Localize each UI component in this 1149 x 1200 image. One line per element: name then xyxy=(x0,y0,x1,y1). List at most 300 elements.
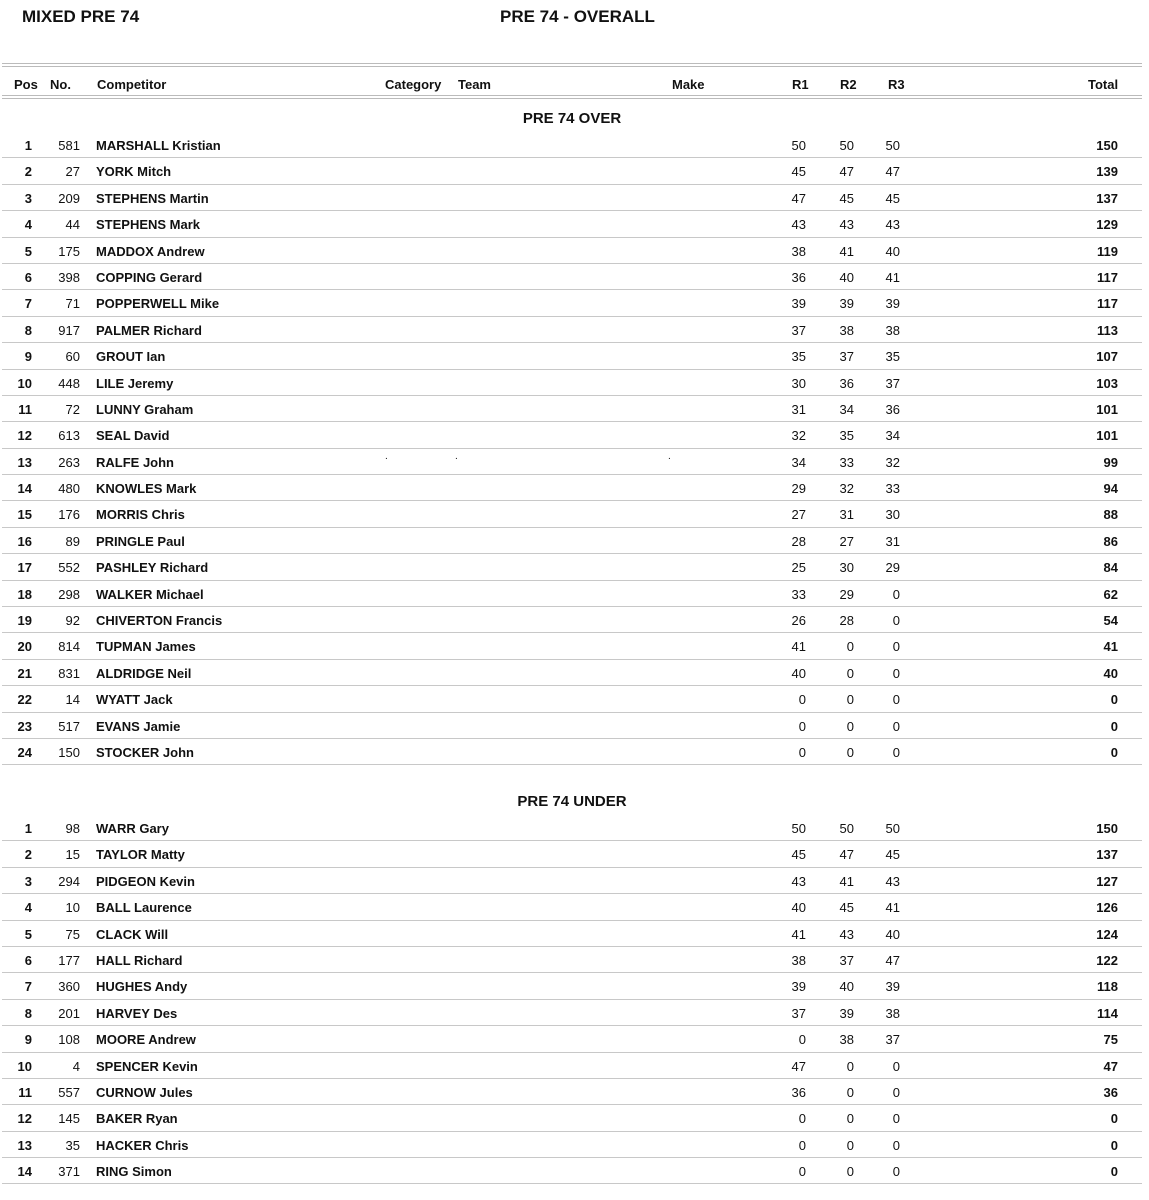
round1-points-cell: 28 xyxy=(791,533,806,549)
position-cell: 12 xyxy=(17,1111,32,1127)
position-cell: 5 xyxy=(24,926,32,942)
competitor-name-cell: COPPING Gerard xyxy=(96,269,203,285)
col-r3-header: R3 xyxy=(888,77,905,92)
table-row xyxy=(2,132,1142,158)
competitor-name-cell: CHIVERTON Francis xyxy=(96,613,223,629)
rider-number-cell: 75 xyxy=(65,926,80,942)
round2-points-cell: 47 xyxy=(839,164,854,180)
rider-number-cell: 517 xyxy=(58,718,80,734)
round3-points-cell: 40 xyxy=(885,926,900,942)
round2-points-cell: 29 xyxy=(839,586,854,602)
round1-points-cell: 0 xyxy=(798,1032,806,1048)
competitor-name-cell: GROUT Ian xyxy=(96,349,166,365)
position-cell: 14 xyxy=(17,481,32,497)
competitor-name-cell: LILE Jeremy xyxy=(96,375,174,391)
round1-points-cell: 39 xyxy=(791,979,806,995)
round2-points-cell: 38 xyxy=(839,322,854,338)
round3-points-cell: 38 xyxy=(885,1005,900,1021)
position-cell: 13 xyxy=(17,1137,32,1153)
round3-points-cell: 0 xyxy=(892,613,900,629)
table-row xyxy=(2,211,1142,237)
position-cell: 14 xyxy=(17,1164,32,1180)
table-row xyxy=(2,739,1142,765)
total-points-cell: 36 xyxy=(1103,1084,1118,1100)
total-points-cell: 119 xyxy=(1097,243,1118,259)
total-points-cell: 0 xyxy=(1110,1137,1118,1153)
competitor-name-cell: HALL Richard xyxy=(96,952,183,968)
round2-points-cell: 0 xyxy=(846,1111,854,1127)
position-cell: 13 xyxy=(17,454,32,470)
position-cell: 8 xyxy=(24,322,32,338)
page-title: PRE 74 - OVERALL xyxy=(500,7,655,26)
round2-points-cell: 45 xyxy=(839,900,854,916)
round3-points-cell: 0 xyxy=(892,665,900,681)
table-row xyxy=(2,449,1142,475)
competitor-name-cell: MARSHALL Kristian xyxy=(96,138,221,153)
position-cell: 3 xyxy=(24,873,32,889)
position-cell: 19 xyxy=(17,613,32,629)
total-points-cell: 0 xyxy=(1110,692,1118,708)
position-cell: 9 xyxy=(24,1032,32,1048)
rider-number-cell: 613 xyxy=(58,428,80,444)
section-title: PRE 74 OVER xyxy=(522,110,622,127)
column-header-row xyxy=(2,67,1142,95)
total-points-cell: 47 xyxy=(1103,1058,1118,1074)
competitor-name-cell: CURNOW Jules xyxy=(96,1084,193,1100)
total-points-cell: 88 xyxy=(1103,507,1118,523)
round1-points-cell: 40 xyxy=(791,900,806,916)
round3-points-cell: 50 xyxy=(885,138,900,153)
total-points-cell: 129 xyxy=(1096,217,1118,233)
rider-number-cell: 14 xyxy=(65,692,80,708)
col-no-header: No. xyxy=(50,77,71,92)
round1-points-cell: 0 xyxy=(798,1137,806,1153)
rider-number-cell: 201 xyxy=(58,1005,80,1021)
section-title: PRE 74 UNDER xyxy=(517,793,627,810)
competitor-name-cell: PASHLEY Richard xyxy=(96,560,209,576)
table-row xyxy=(2,554,1142,580)
round3-points-cell: 0 xyxy=(892,718,900,734)
round1-points-cell: 38 xyxy=(791,952,806,968)
round3-points-cell: 30 xyxy=(885,507,900,523)
col-make-header: Make xyxy=(672,77,705,92)
round3-points-cell: 41 xyxy=(885,900,900,916)
competitor-name-cell: STEPHENS Mark xyxy=(96,217,201,233)
team-cell: . xyxy=(455,450,458,462)
round3-points-cell: 45 xyxy=(885,847,900,863)
table-row xyxy=(2,370,1142,396)
total-points-cell: 114 xyxy=(1097,1005,1118,1021)
total-points-cell: 118 xyxy=(1097,979,1118,995)
rider-number-cell: 557 xyxy=(58,1084,80,1100)
position-cell: 6 xyxy=(24,269,32,285)
table-row xyxy=(2,1079,1142,1105)
round1-points-cell: 34 xyxy=(791,454,806,470)
round1-points-cell: 0 xyxy=(798,744,806,760)
round3-points-cell: 32 xyxy=(885,454,900,470)
competitor-name-cell: POPPERWELL Mike xyxy=(96,296,220,312)
round1-points-cell: 25 xyxy=(791,560,806,576)
round1-points-cell: 39 xyxy=(791,296,806,312)
round1-points-cell: 36 xyxy=(791,1084,806,1100)
total-points-cell: 137 xyxy=(1096,847,1118,863)
position-cell: 10 xyxy=(17,375,32,391)
round2-points-cell: 50 xyxy=(839,821,854,836)
round3-points-cell: 41 xyxy=(885,269,900,285)
round1-points-cell: 0 xyxy=(798,1111,806,1127)
col-r2-header: R2 xyxy=(840,77,857,92)
competitor-name-cell: WALKER Michael xyxy=(96,586,204,602)
rider-number-cell: 448 xyxy=(58,375,80,391)
competitor-name-cell: MADDOX Andrew xyxy=(96,243,205,259)
round1-points-cell: 37 xyxy=(791,1005,806,1021)
rider-number-cell: 27 xyxy=(65,164,80,180)
total-points-cell: 107 xyxy=(1096,349,1118,365)
rider-number-cell: 71 xyxy=(65,296,80,312)
table-row xyxy=(2,660,1142,686)
round3-points-cell: 0 xyxy=(892,1058,900,1074)
rider-number-cell: 398 xyxy=(58,269,80,285)
total-points-cell: 0 xyxy=(1110,718,1118,734)
table-row xyxy=(2,501,1142,527)
round3-points-cell: 0 xyxy=(892,1164,900,1180)
total-points-cell: 0 xyxy=(1110,744,1118,760)
round1-points-cell: 50 xyxy=(791,138,806,153)
round3-points-cell: 36 xyxy=(885,401,900,417)
total-points-cell: 86 xyxy=(1103,533,1118,549)
rider-number-cell: 108 xyxy=(58,1032,80,1048)
competitor-name-cell: RING Simon xyxy=(96,1164,172,1180)
rider-number-cell: 360 xyxy=(58,979,80,995)
rider-number-cell: 35 xyxy=(65,1137,80,1153)
total-points-cell: 122 xyxy=(1096,952,1118,968)
round3-points-cell: 0 xyxy=(892,1137,900,1153)
position-cell: 24 xyxy=(17,744,32,760)
round3-points-cell: 0 xyxy=(892,586,900,602)
competitor-name-cell: PRINGLE Paul xyxy=(96,533,185,549)
round3-points-cell: 35 xyxy=(885,349,900,365)
round3-points-cell: 43 xyxy=(885,217,900,233)
round1-points-cell: 30 xyxy=(791,375,806,391)
table-row xyxy=(2,815,1142,841)
position-cell: 3 xyxy=(24,190,32,206)
round1-points-cell: 27 xyxy=(791,507,806,523)
competitor-name-cell: RALFE John xyxy=(96,454,174,470)
position-cell: 7 xyxy=(24,296,32,312)
round1-points-cell: 45 xyxy=(791,847,806,863)
rider-number-cell: 150 xyxy=(58,744,80,760)
section-pre74-over xyxy=(2,106,1142,765)
competitor-name-cell: CLACK Will xyxy=(96,926,169,942)
round2-points-cell: 37 xyxy=(839,349,854,365)
col-category-header: Category xyxy=(385,77,442,92)
rider-number-cell: 263 xyxy=(58,454,80,470)
round2-points-cell: 41 xyxy=(839,873,854,889)
round3-points-cell: 0 xyxy=(892,744,900,760)
total-points-cell: 75 xyxy=(1103,1032,1118,1048)
table-row xyxy=(2,1158,1142,1184)
round1-points-cell: 43 xyxy=(791,217,806,233)
rider-number-cell: 294 xyxy=(58,873,80,889)
rider-number-cell: 917 xyxy=(58,322,80,338)
table-row xyxy=(2,633,1142,659)
total-points-cell: 117 xyxy=(1097,269,1118,285)
round2-points-cell: 0 xyxy=(846,639,854,655)
total-points-cell: 137 xyxy=(1096,190,1118,206)
make-cell: . xyxy=(668,450,671,462)
round3-points-cell: 37 xyxy=(885,375,900,391)
table-row xyxy=(2,185,1142,211)
round1-points-cell: 40 xyxy=(791,665,806,681)
table-row xyxy=(2,868,1142,894)
rider-number-cell: 89 xyxy=(65,533,80,549)
rider-number-cell: 831 xyxy=(58,665,80,681)
round1-points-cell: 47 xyxy=(791,1058,806,1074)
header-bottom-divider xyxy=(2,95,1142,99)
round2-points-cell: 40 xyxy=(839,269,854,285)
round3-points-cell: 29 xyxy=(885,560,900,576)
total-points-cell: 40 xyxy=(1103,665,1118,681)
rider-number-cell: 480 xyxy=(58,481,80,497)
col-competitor-header: Competitor xyxy=(97,77,167,92)
rider-number-cell: 581 xyxy=(58,138,80,153)
position-cell: 6 xyxy=(24,952,32,968)
section-pre74-under xyxy=(2,789,1142,1184)
round2-points-cell: 30 xyxy=(839,560,854,576)
round2-points-cell: 28 xyxy=(839,613,854,629)
round1-points-cell: 36 xyxy=(791,269,806,285)
total-points-cell: 41 xyxy=(1103,639,1118,655)
round2-points-cell: 40 xyxy=(839,979,854,995)
table-row xyxy=(2,343,1142,369)
position-cell: 9 xyxy=(24,349,32,365)
competitor-name-cell: BALL Laurence xyxy=(96,900,192,916)
round1-points-cell: 38 xyxy=(791,243,806,259)
round1-points-cell: 35 xyxy=(791,349,806,365)
total-points-cell: 113 xyxy=(1097,322,1118,338)
competitor-name-cell: SPENCER Kevin xyxy=(96,1058,198,1074)
round1-points-cell: 0 xyxy=(798,692,806,708)
round2-points-cell: 0 xyxy=(846,1058,854,1074)
rider-number-cell: 44 xyxy=(65,217,80,233)
total-points-cell: 101 xyxy=(1096,428,1118,444)
position-cell: 2 xyxy=(24,847,32,863)
competitor-name-cell: STOCKER John xyxy=(96,744,194,760)
round1-points-cell: 45 xyxy=(791,164,806,180)
round1-points-cell: 50 xyxy=(791,821,806,836)
series-title: MIXED PRE 74 xyxy=(22,7,140,26)
total-points-cell: 103 xyxy=(1096,375,1118,391)
competitor-name-cell: EVANS Jamie xyxy=(96,718,181,734)
col-total-header: Total xyxy=(1088,77,1119,92)
position-cell: 22 xyxy=(17,692,32,708)
category-cell: . xyxy=(385,450,388,462)
rider-number-cell: 15 xyxy=(65,847,80,863)
round2-points-cell: 0 xyxy=(846,1137,854,1153)
round1-points-cell: 41 xyxy=(791,639,806,655)
table-row xyxy=(2,290,1142,316)
round3-points-cell: 0 xyxy=(892,1084,900,1100)
table-row xyxy=(2,317,1142,343)
round1-points-cell: 33 xyxy=(791,586,806,602)
total-points-cell: 101 xyxy=(1096,401,1118,417)
table-row xyxy=(2,1000,1142,1026)
round1-points-cell: 0 xyxy=(798,718,806,734)
table-row xyxy=(2,581,1142,607)
competitor-name-cell: KNOWLES Mark xyxy=(96,481,197,497)
competitor-name-cell: SEAL David xyxy=(96,428,170,444)
round3-points-cell: 40 xyxy=(885,243,900,259)
competitor-name-cell: TUPMAN James xyxy=(96,639,196,655)
table-row xyxy=(2,947,1142,973)
round2-points-cell: 0 xyxy=(846,692,854,708)
total-points-cell: 84 xyxy=(1103,560,1118,576)
competitor-name-cell: LUNNY Graham xyxy=(96,401,194,417)
position-cell: 21 xyxy=(17,665,32,681)
round3-points-cell: 37 xyxy=(885,1032,900,1048)
position-cell: 16 xyxy=(17,533,32,549)
position-cell: 10 xyxy=(17,1058,32,1074)
round3-points-cell: 31 xyxy=(885,533,900,549)
rider-number-cell: 145 xyxy=(58,1111,80,1127)
total-points-cell: 124 xyxy=(1096,926,1118,942)
round3-points-cell: 0 xyxy=(892,1111,900,1127)
round3-points-cell: 38 xyxy=(885,322,900,338)
total-points-cell: 127 xyxy=(1096,873,1118,889)
table-row xyxy=(2,1053,1142,1079)
total-points-cell: 0 xyxy=(1110,1164,1118,1180)
table-row xyxy=(2,158,1142,184)
round2-points-cell: 43 xyxy=(839,926,854,942)
rider-number-cell: 175 xyxy=(58,243,80,259)
round2-points-cell: 33 xyxy=(839,454,854,470)
round2-points-cell: 0 xyxy=(846,1084,854,1100)
position-cell: 2 xyxy=(24,164,32,180)
competitor-name-cell: TAYLOR Matty xyxy=(96,847,185,863)
round2-points-cell: 0 xyxy=(846,1164,854,1180)
total-points-cell: 54 xyxy=(1103,613,1118,629)
round3-points-cell: 50 xyxy=(885,821,900,836)
position-cell: 20 xyxy=(17,639,32,655)
total-points-cell: 126 xyxy=(1096,900,1118,916)
competitor-name-cell: HACKER Chris xyxy=(96,1137,189,1153)
table-row xyxy=(2,238,1142,264)
total-points-cell: 94 xyxy=(1103,481,1118,497)
round2-points-cell: 39 xyxy=(839,1005,854,1021)
round3-points-cell: 39 xyxy=(885,296,900,312)
round2-points-cell: 0 xyxy=(846,665,854,681)
competitor-name-cell: PALMER Richard xyxy=(96,322,202,338)
total-points-cell: 150 xyxy=(1096,138,1118,153)
round3-points-cell: 39 xyxy=(885,979,900,995)
rider-number-cell: 552 xyxy=(58,560,80,576)
round3-points-cell: 0 xyxy=(892,692,900,708)
table-row xyxy=(2,1132,1142,1158)
table-row xyxy=(2,1105,1142,1131)
position-cell: 12 xyxy=(17,428,32,444)
table-row xyxy=(2,396,1142,422)
position-cell: 8 xyxy=(24,1005,32,1021)
rider-number-cell: 176 xyxy=(58,507,80,523)
table-row xyxy=(2,713,1142,739)
competitor-name-cell: STEPHENS Martin xyxy=(96,190,209,206)
col-r1-header: R1 xyxy=(792,77,809,92)
table-row xyxy=(2,686,1142,712)
round2-points-cell: 0 xyxy=(846,718,854,734)
table-row xyxy=(2,607,1142,633)
rider-number-cell: 72 xyxy=(65,401,80,417)
round2-points-cell: 47 xyxy=(839,847,854,863)
competitor-name-cell: YORK Mitch xyxy=(96,164,172,180)
round3-points-cell: 45 xyxy=(885,190,900,206)
round3-points-cell: 47 xyxy=(885,952,900,968)
position-cell: 1 xyxy=(24,821,32,836)
total-points-cell: 62 xyxy=(1103,586,1118,602)
table-row xyxy=(2,475,1142,501)
round1-points-cell: 29 xyxy=(791,481,806,497)
round2-points-cell: 27 xyxy=(839,533,854,549)
round1-points-cell: 32 xyxy=(791,428,806,444)
round2-points-cell: 43 xyxy=(839,217,854,233)
round2-points-cell: 31 xyxy=(839,507,854,523)
table-row xyxy=(2,528,1142,554)
competitor-name-cell: WARR Gary xyxy=(96,821,169,836)
round3-points-cell: 34 xyxy=(885,428,900,444)
round2-points-cell: 34 xyxy=(839,401,854,417)
position-cell: 7 xyxy=(24,979,32,995)
competitor-name-cell: HUGHES Andy xyxy=(96,979,188,995)
position-cell: 11 xyxy=(18,401,32,417)
rider-number-cell: 4 xyxy=(72,1058,80,1074)
competitor-name-cell: MOORE Andrew xyxy=(96,1032,196,1048)
total-points-cell: 0 xyxy=(1110,1111,1118,1127)
round1-points-cell: 41 xyxy=(791,926,806,942)
round1-points-cell: 31 xyxy=(791,401,806,417)
competitor-name-cell: WYATT Jack xyxy=(96,692,173,708)
rider-number-cell: 177 xyxy=(58,952,80,968)
position-cell: 4 xyxy=(24,900,32,916)
table-row xyxy=(2,1026,1142,1052)
round2-points-cell: 45 xyxy=(839,190,854,206)
competitor-name-cell: HARVEY Des xyxy=(96,1005,178,1021)
total-points-cell: 139 xyxy=(1096,164,1118,180)
position-cell: 18 xyxy=(17,586,32,602)
rider-number-cell: 298 xyxy=(58,586,80,602)
round2-points-cell: 37 xyxy=(839,952,854,968)
round1-points-cell: 37 xyxy=(791,322,806,338)
results-table-header xyxy=(2,63,1142,99)
rider-number-cell: 371 xyxy=(58,1164,80,1180)
position-cell: 17 xyxy=(17,560,32,576)
round1-points-cell: 47 xyxy=(791,190,806,206)
competitor-name-cell: PIDGEON Kevin xyxy=(96,873,195,889)
round2-points-cell: 32 xyxy=(839,481,854,497)
rider-number-cell: 10 xyxy=(65,900,80,916)
total-points-cell: 150 xyxy=(1096,821,1118,836)
table-row xyxy=(2,841,1142,867)
col-team-header: Team xyxy=(458,77,491,92)
round3-points-cell: 33 xyxy=(885,481,900,497)
position-cell: 23 xyxy=(17,718,32,734)
total-points-cell: 99 xyxy=(1103,454,1118,470)
table-row xyxy=(2,264,1142,290)
round2-points-cell: 36 xyxy=(839,375,854,391)
total-points-cell: 117 xyxy=(1097,296,1118,312)
round1-points-cell: 43 xyxy=(791,873,806,889)
position-cell: 5 xyxy=(24,243,32,259)
table-row xyxy=(2,973,1142,999)
rider-number-cell: 98 xyxy=(65,821,80,836)
